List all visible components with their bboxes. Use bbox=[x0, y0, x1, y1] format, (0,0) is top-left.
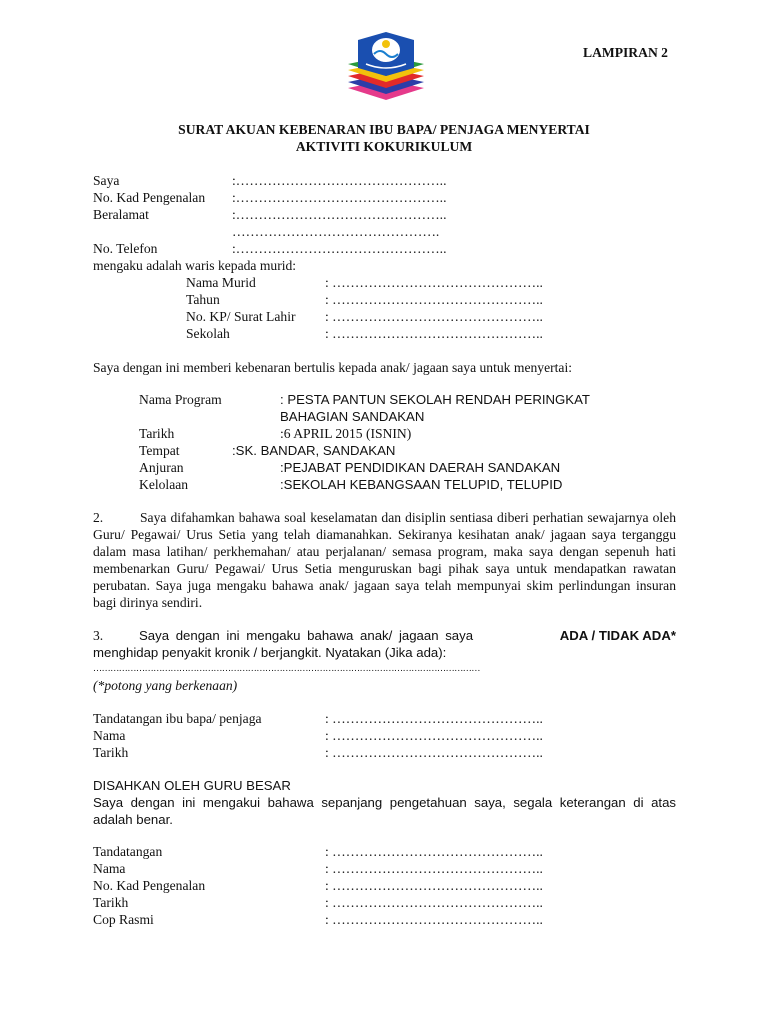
parent-address-field[interactable]: :……………………………………….. bbox=[232, 207, 447, 222]
parent-signature-field[interactable]: : ……………………………………….. bbox=[325, 711, 543, 726]
parent-address-label: Beralamat bbox=[93, 207, 149, 222]
headmaster-date-label: Tarikh bbox=[93, 895, 129, 910]
para-2-number: 2. bbox=[93, 510, 104, 525]
program-venue-value: :SK. BANDAR, SANDAKAN bbox=[232, 443, 396, 458]
para-3-dots-field[interactable]: ……………………………………………………………………………………………………………………… bbox=[93, 663, 481, 673]
program-organizer-value: :PEJABAT PENDIDIKAN DAERAH SANDAKAN bbox=[280, 460, 561, 475]
parent-signature-date-label: Tarikh bbox=[93, 745, 129, 760]
parent-address-field-line-2[interactable]: ………………………………………. bbox=[232, 224, 440, 239]
permission-text: Saya dengan ini memberi kebenaran bertulis kepada anak/ jagaan saya untuk menyertai: bbox=[93, 360, 572, 375]
headmaster-text: Saya dengan ini mengakui bahawa sepanjang pengetahuan saya, segala keterangan di atas adalah benar. bbox=[93, 795, 676, 827]
program-date-value: :6 APRIL 2015 (ISNIN) bbox=[280, 426, 412, 441]
program-venue-label: Tempat bbox=[139, 443, 180, 458]
parent-signature-name-field[interactable]: : ……………………………………….. bbox=[325, 728, 543, 743]
parent-ic-label: No. Kad Pengenalan bbox=[93, 190, 206, 205]
waris-text: mengaku adalah waris kepada murid: bbox=[93, 258, 297, 273]
student-school-label: Sekolah bbox=[186, 326, 230, 341]
parent-signature-date-field[interactable]: : ……………………………………….. bbox=[325, 745, 543, 760]
para-3-line-1 bbox=[139, 627, 676, 644]
para-3-line-2: menghidap penyakit kronik / berjangkit. Nyatakan (Jika ada): bbox=[93, 645, 447, 660]
student-name-field[interactable]: : ……………………………………….. bbox=[325, 275, 543, 290]
para-3-number: 3. bbox=[93, 628, 104, 643]
lampiran-label: LAMPIRAN 2 bbox=[583, 45, 668, 60]
student-year-label: Tahun bbox=[186, 292, 220, 307]
student-school-field[interactable]: : ……………………………………….. bbox=[325, 326, 543, 341]
program-date-label: Tarikh bbox=[139, 426, 175, 441]
student-year-field[interactable]: : ……………………………………….. bbox=[325, 292, 543, 307]
headmaster-heading: DISAHKAN OLEH GURU BESAR bbox=[93, 778, 291, 793]
program-name-value-line-2: BAHAGIAN SANDAKAN bbox=[280, 409, 425, 424]
para-2-body: Saya difahamkan bahawa soal keselamatan dan disiplin sentiasa diberi perhatian sewajarnya oleh Guru/ Pegawai/ Urus Setia yang telah diamanahkan. Sekiranya kesihatan anak/ jagaan saya terganggu dalam masa latihan/ perkhemahan/ atau perjalanan/ semasa program, maka saya dengan sepenuh hati membenarkan Guru/ Pegawai/ Urus Setia menguruskan bagi pihak saya untuk mendapatkan rawatan perubatan. Saya juga mengaku bahawa anak/ jagaan saya telah mempunyai skim perlindungan insuran bagi dirinya sendiri. bbox=[93, 510, 676, 610]
student-name-label: Nama Murid bbox=[186, 275, 256, 290]
headmaster-ic-field[interactable]: : ……………………………………….. bbox=[325, 878, 543, 893]
parent-name-field[interactable]: :……………………………………….. bbox=[232, 173, 447, 188]
program-name-value: : PESTA PANTUN SEKOLAH RENDAH PERINGKAT bbox=[280, 392, 590, 407]
para-3-note: (*potong yang berkenaan) bbox=[93, 678, 238, 693]
official-stamp-label: Cop Rasmi bbox=[93, 912, 154, 927]
parent-name-label: Saya bbox=[93, 173, 120, 188]
document-title-line-2: AKTIVITI KOKURIKULUM bbox=[295, 139, 473, 154]
headmaster-name-field[interactable]: : ……………………………………….. bbox=[325, 861, 543, 876]
parent-phone-label: No. Telefon bbox=[93, 241, 158, 256]
logo bbox=[340, 28, 432, 108]
headmaster-date-field[interactable]: : ……………………………………….. bbox=[325, 895, 543, 910]
program-manager-value: :SEKOLAH KEBANGSAAN TELUPID, TELUPID bbox=[280, 477, 563, 492]
parent-phone-field[interactable]: :……………………………………….. bbox=[232, 241, 447, 256]
headmaster-name-label: Nama bbox=[93, 861, 126, 876]
student-ic-field[interactable]: : ……………………………………….. bbox=[325, 309, 543, 324]
headmaster-signature-label: Tandatangan bbox=[93, 844, 163, 859]
para-3-text: Saya dengan ini mengaku bahawa anak/ jagaan saya bbox=[139, 628, 474, 643]
headmaster-ic-label: No. Kad Pengenalan bbox=[93, 878, 206, 893]
official-stamp-field[interactable]: : ……………………………………….. bbox=[325, 912, 543, 927]
headmaster-signature-field[interactable]: : ……………………………………….. bbox=[325, 844, 543, 859]
parent-signature-label: Tandatangan ibu bapa/ penjaga bbox=[93, 711, 262, 726]
student-ic-label: No. KP/ Surat Lahir bbox=[186, 309, 296, 324]
para-2-text bbox=[93, 509, 676, 611]
program-name-label: Nama Program bbox=[139, 392, 222, 407]
logo-emblem-icon bbox=[340, 28, 432, 108]
parent-signature-name-label: Nama bbox=[93, 728, 126, 743]
document-title-line-1: SURAT AKUAN KEBENARAN IBU BAPA/ PENJAGA MENYERTAI bbox=[178, 122, 590, 137]
ada-tidak-ada: ADA / TIDAK ADA* bbox=[559, 628, 676, 643]
program-organizer-label: Anjuran bbox=[139, 460, 184, 475]
parent-ic-field[interactable]: :……………………………………….. bbox=[232, 190, 447, 205]
program-manager-label: Kelolaan bbox=[139, 477, 189, 492]
